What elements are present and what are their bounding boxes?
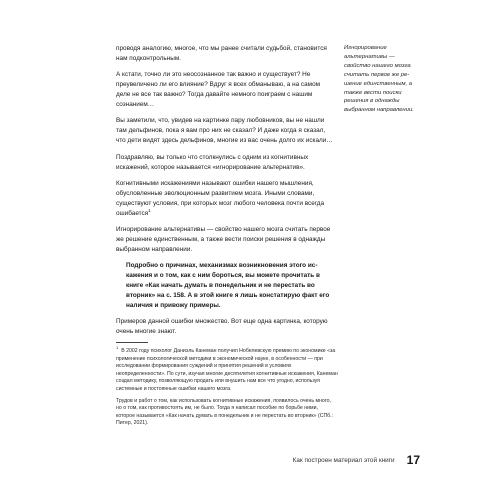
footnotes [116, 345, 338, 432]
footnote-reference: 1 [148, 207, 151, 213]
footnote: Трудов и работ о том, как использовать когнитивные искажения, появилось очень много, но о том, как противостоять им, не было. Тогда я написал пособие по борьбе ними, которое называется «Как начать думать в понедельник и не перестать во вторник» (СПб.: Питер, 2021). [116, 397, 334, 427]
paragraph-text: Когнитивными искажениями называют ошибки нашего мышления, обусловленные эволюционным развитием мозга. Иными словами, существуют условия, при которых мозг любого человека почти всегда ошибается [116, 179, 325, 217]
paragraph: проводя аналогию, многое, что мы ранее считали судьбой, становится нам подконтрольным. [116, 45, 327, 62]
running-title: Как построен материал этой книги [292, 456, 395, 464]
page-footer [230, 450, 420, 470]
paragraph: Вы заметили, что, увидев на картинке пару любовников, вы не нашли там дельфинов, пока я вам про них не сказал? И даже когда я сказал, что дети видят здесь дельфинов, многие из вас очень долго их искали… [116, 117, 333, 145]
paragraph: Поздравляю, вы только что столкнулись с одним из когнитивных искажений, которое называется «игнорирование альтернатив». [116, 153, 309, 171]
footnote-text: В 2002 году психолог Даниэль Канеман получил Нобелевскую премию по экономике «за применение психологической методики в экономической науке, в особенности — при исследовании формирования суждений и принятия решений в условиях неопределенности». По сути, изучая многие десятилетия когнитивные искажения, Канеман создал методику, позволяющую продать или внушить нам все что угодно, используя системные и постоянные ошибки нашего мозга. [116, 348, 338, 392]
main-text [116, 44, 334, 344]
footnote-divider [116, 342, 148, 343]
paragraph: Примеров данной ошибки множество. Вот еще одна картинка, которую очень многие знают. [116, 318, 328, 336]
footnote [116, 345, 338, 394]
paragraph: Игнорирование альтернативы — свойство нашего мозга считать первое же решение единственным, а также вести поиски решения в однажды выбранном направлении. [116, 226, 331, 253]
page-number: 17 [406, 453, 420, 467]
paragraph [116, 179, 334, 219]
paragraph: А кстати, точно ли это неосознанное так важно и существует? Не преувеличено ли его влияние? Вдруг я всех обманываю, а на самом деле не все так важно? Тогда давайте немного поиграем с нашим сознанием… [116, 71, 321, 109]
margin-note: Игнорирование альтернативы — свойство нашего мозга считать первое же решение единственным, а также вести поиски решения в однажды выбранном направлении. [344, 45, 414, 114]
footnote-number: 1 [116, 345, 119, 351]
bold-callout: Подробно о причинах, механизмах возникновения этого искажения и о том, как с ним бороться, вы можете прочитать в книге «Как начать думать в понедельник и не перестать во вторник» на с. 158. А в этой книге я лишь констатирую факт его наличия и привожу примеры. [126, 262, 330, 309]
